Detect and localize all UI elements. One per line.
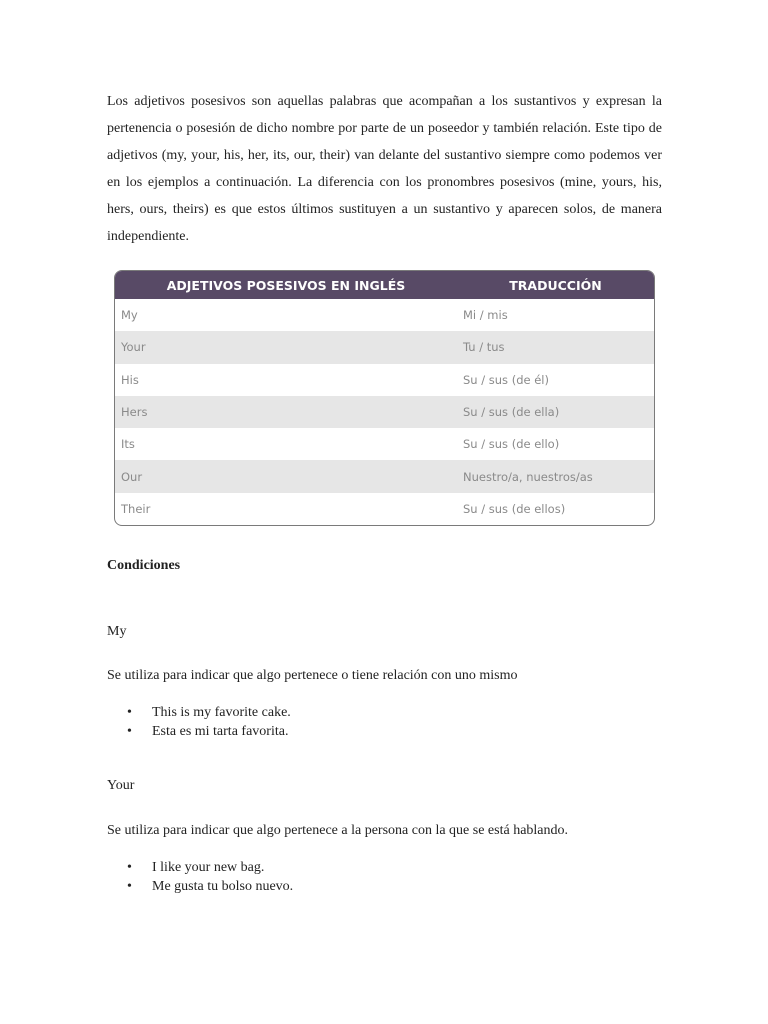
table-cell-translation: Su / sus (de ella): [457, 396, 654, 428]
table-cell-translation: Nuestro/a, nuestros/as: [457, 460, 654, 492]
table-header-adjectives: ADJETIVOS POSESIVOS EN INGLÉS: [115, 271, 457, 299]
table-cell-translation: Su / sus (de ello): [463, 437, 560, 452]
condition-description: Se utiliza para indicar que algo pertenece a la persona con la que se está hablando.: [107, 823, 569, 839]
conditions-heading: Condiciones: [107, 558, 181, 574]
table-cell-translation: Mi / mis: [463, 308, 508, 323]
table-cell-adjective: Its: [121, 437, 135, 452]
table-row: [115, 299, 654, 331]
list-item: • Esta es mi tarta favorita.: [107, 723, 662, 742]
table-row: [115, 428, 654, 460]
example-list: [107, 859, 662, 896]
table-cell-adjective: Hers: [115, 396, 457, 428]
list-item: • This is my favorite cake.: [107, 704, 662, 723]
list-item: • Me gusta tu bolso nuevo.: [107, 878, 662, 897]
list-item: • I like your new bag.: [107, 859, 662, 878]
condition-word: Your: [107, 778, 135, 794]
table-cell-adjective: Your: [115, 331, 457, 363]
condition-my: [107, 622, 662, 741]
possessive-adjectives-table: [114, 270, 655, 526]
table-cell-adjective: His: [121, 372, 139, 387]
table-cell-adjective: My: [121, 308, 138, 323]
table-row: [115, 460, 654, 492]
condition-word: My: [107, 624, 127, 640]
table-header-row: [115, 271, 654, 299]
table-cell-translation: Su / sus (de él): [463, 372, 549, 387]
table-row: [115, 331, 654, 363]
intro-paragraph: Los adjetivos posesivos son aquellas palabras que acompañan a los sustantivos y expresan la pertenencia o posesión de dicho nombre por parte de un poseedor y también relación. Este tipo de adjetivos (my, your, his, her, its, our, their) van delante del sustantivo siempre como podemos ver en los ejemplos a continuación. La diferencia con los pronombres posesivos (mine, yours, his, hers, ours, theirs) es que estos últimos sustituyen a un sustantivo y aparecen solos, de manera independiente.: [107, 94, 662, 244]
condition-description: Se utiliza para indicar que algo pertenece o tiene relación con uno mismo: [107, 668, 518, 684]
table-row: [115, 396, 654, 428]
table-cell-adjective: Our: [115, 460, 457, 492]
condition-your: [107, 776, 662, 896]
table-header-translation: TRADUCCIÓN: [457, 271, 654, 299]
table-row: [115, 364, 654, 396]
document-page: [107, 88, 662, 896]
example-list: [107, 704, 662, 741]
table-row: [115, 493, 654, 525]
table-cell-translation: Su / sus (de ellos): [463, 501, 566, 516]
table-cell-translation: Tu / tus: [457, 331, 654, 363]
table-cell-adjective: Their: [121, 501, 151, 516]
